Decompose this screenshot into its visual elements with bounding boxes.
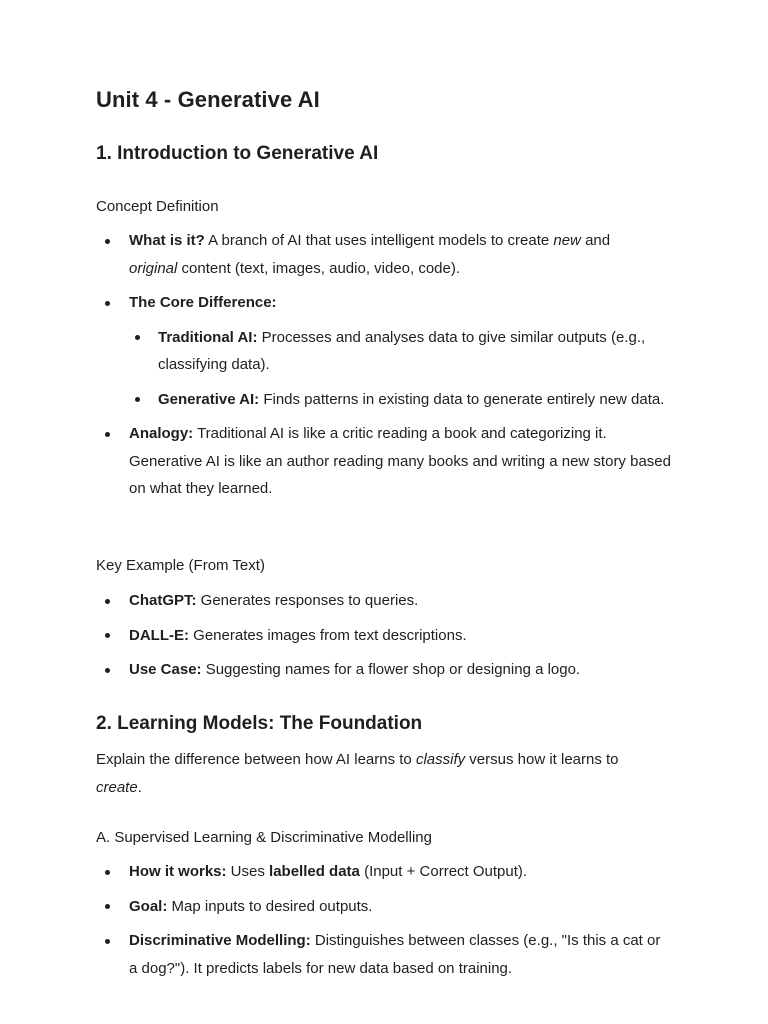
emphasis-text: original — [129, 259, 178, 277]
item-text: A branch of AI that uses intelligent models to create — [204, 232, 554, 249]
bold-label: What is it? — [129, 232, 205, 249]
bold-text: labelled data — [269, 863, 360, 880]
bold-label: DALL-E: — [129, 626, 189, 644]
bold-label: Analogy: — [129, 425, 194, 442]
para-text: Explain the difference between how AI learns to — [96, 751, 416, 768]
supervised-list-wrapper — [96, 858, 672, 989]
subsection-heading: A. Supervised Learning & Discriminative Modelling — [96, 829, 432, 846]
item-text: Traditional AI is like a critic reading a book and categorizing it. Generative AI is like an author reading many books and writing a new story based on what they learned. — [129, 425, 671, 497]
intro-paragraph — [96, 746, 672, 801]
item-text: Processes and analyses data to give similar outputs (e.g., classifying data). — [158, 328, 646, 373]
bold-label: Traditional AI: — [158, 328, 258, 346]
bold-label: Discriminative Modelling: — [129, 932, 311, 949]
list-item — [96, 858, 672, 886]
list-item — [96, 927, 672, 982]
item-text: Map inputs to desired outputs. — [167, 897, 373, 915]
list-item — [96, 227, 672, 282]
subsection-heading: Key Example (From Text) — [96, 557, 265, 574]
item-text: Distinguishes between classes (e.g., "Is this a cat or a dog?"). It predicts labels for new data based on training. — [129, 932, 661, 977]
example-list-wrapper — [96, 587, 672, 691]
supervised-learning — [96, 829, 672, 846]
supervised-list — [96, 858, 672, 982]
list-item — [129, 324, 672, 379]
item-text: Finds patterns in existing data to generate entirely new data. — [259, 390, 665, 408]
item-text: and — [580, 232, 611, 249]
emphasis-text: classify — [415, 751, 466, 768]
emphasis-text: create — [96, 778, 138, 796]
item-text: (Input + Correct Output). — [359, 863, 528, 880]
key-example — [96, 557, 672, 574]
list-item — [96, 656, 672, 684]
item-text: Uses — [226, 863, 270, 880]
section-heading: 1. Introduction to Generative AI — [96, 143, 379, 164]
section-2 — [96, 713, 672, 735]
list-item — [129, 386, 672, 414]
list-item — [96, 893, 672, 921]
bold-label: How it works: — [129, 863, 227, 880]
concept-list — [96, 227, 672, 503]
section-2-intro — [96, 746, 672, 801]
bold-label: ChatGPT: — [129, 592, 197, 609]
item-text: content (text, images, audio, video, code). — [177, 259, 461, 277]
item-text: Generates images from text descriptions. — [189, 626, 467, 644]
concept-list-wrapper — [96, 227, 672, 510]
document-title: Unit 4 - Generative AI — [96, 87, 320, 112]
section-1 — [96, 143, 672, 165]
list-item — [96, 289, 672, 413]
list-item — [96, 420, 672, 503]
nested-list — [129, 324, 672, 414]
list-item — [96, 622, 672, 650]
item-text: Suggesting names for a flower shop or designing a logo. — [201, 661, 581, 678]
subsection-heading: Concept Definition — [96, 198, 219, 215]
list-item — [96, 587, 672, 615]
bold-label: Goal: — [129, 897, 168, 915]
item-text: Generates responses to queries. — [196, 592, 419, 609]
emphasis-text: new — [553, 232, 581, 249]
para-text: versus how it learns to — [465, 751, 619, 768]
concept-definition — [96, 198, 672, 215]
bold-label: The Core Difference: — [129, 294, 277, 311]
example-list — [96, 587, 672, 684]
para-text: . — [137, 778, 142, 796]
bold-label: Use Case: — [129, 661, 202, 678]
bold-label: Generative AI: — [158, 390, 260, 408]
section-heading: 2. Learning Models: The Foundation — [96, 713, 423, 734]
